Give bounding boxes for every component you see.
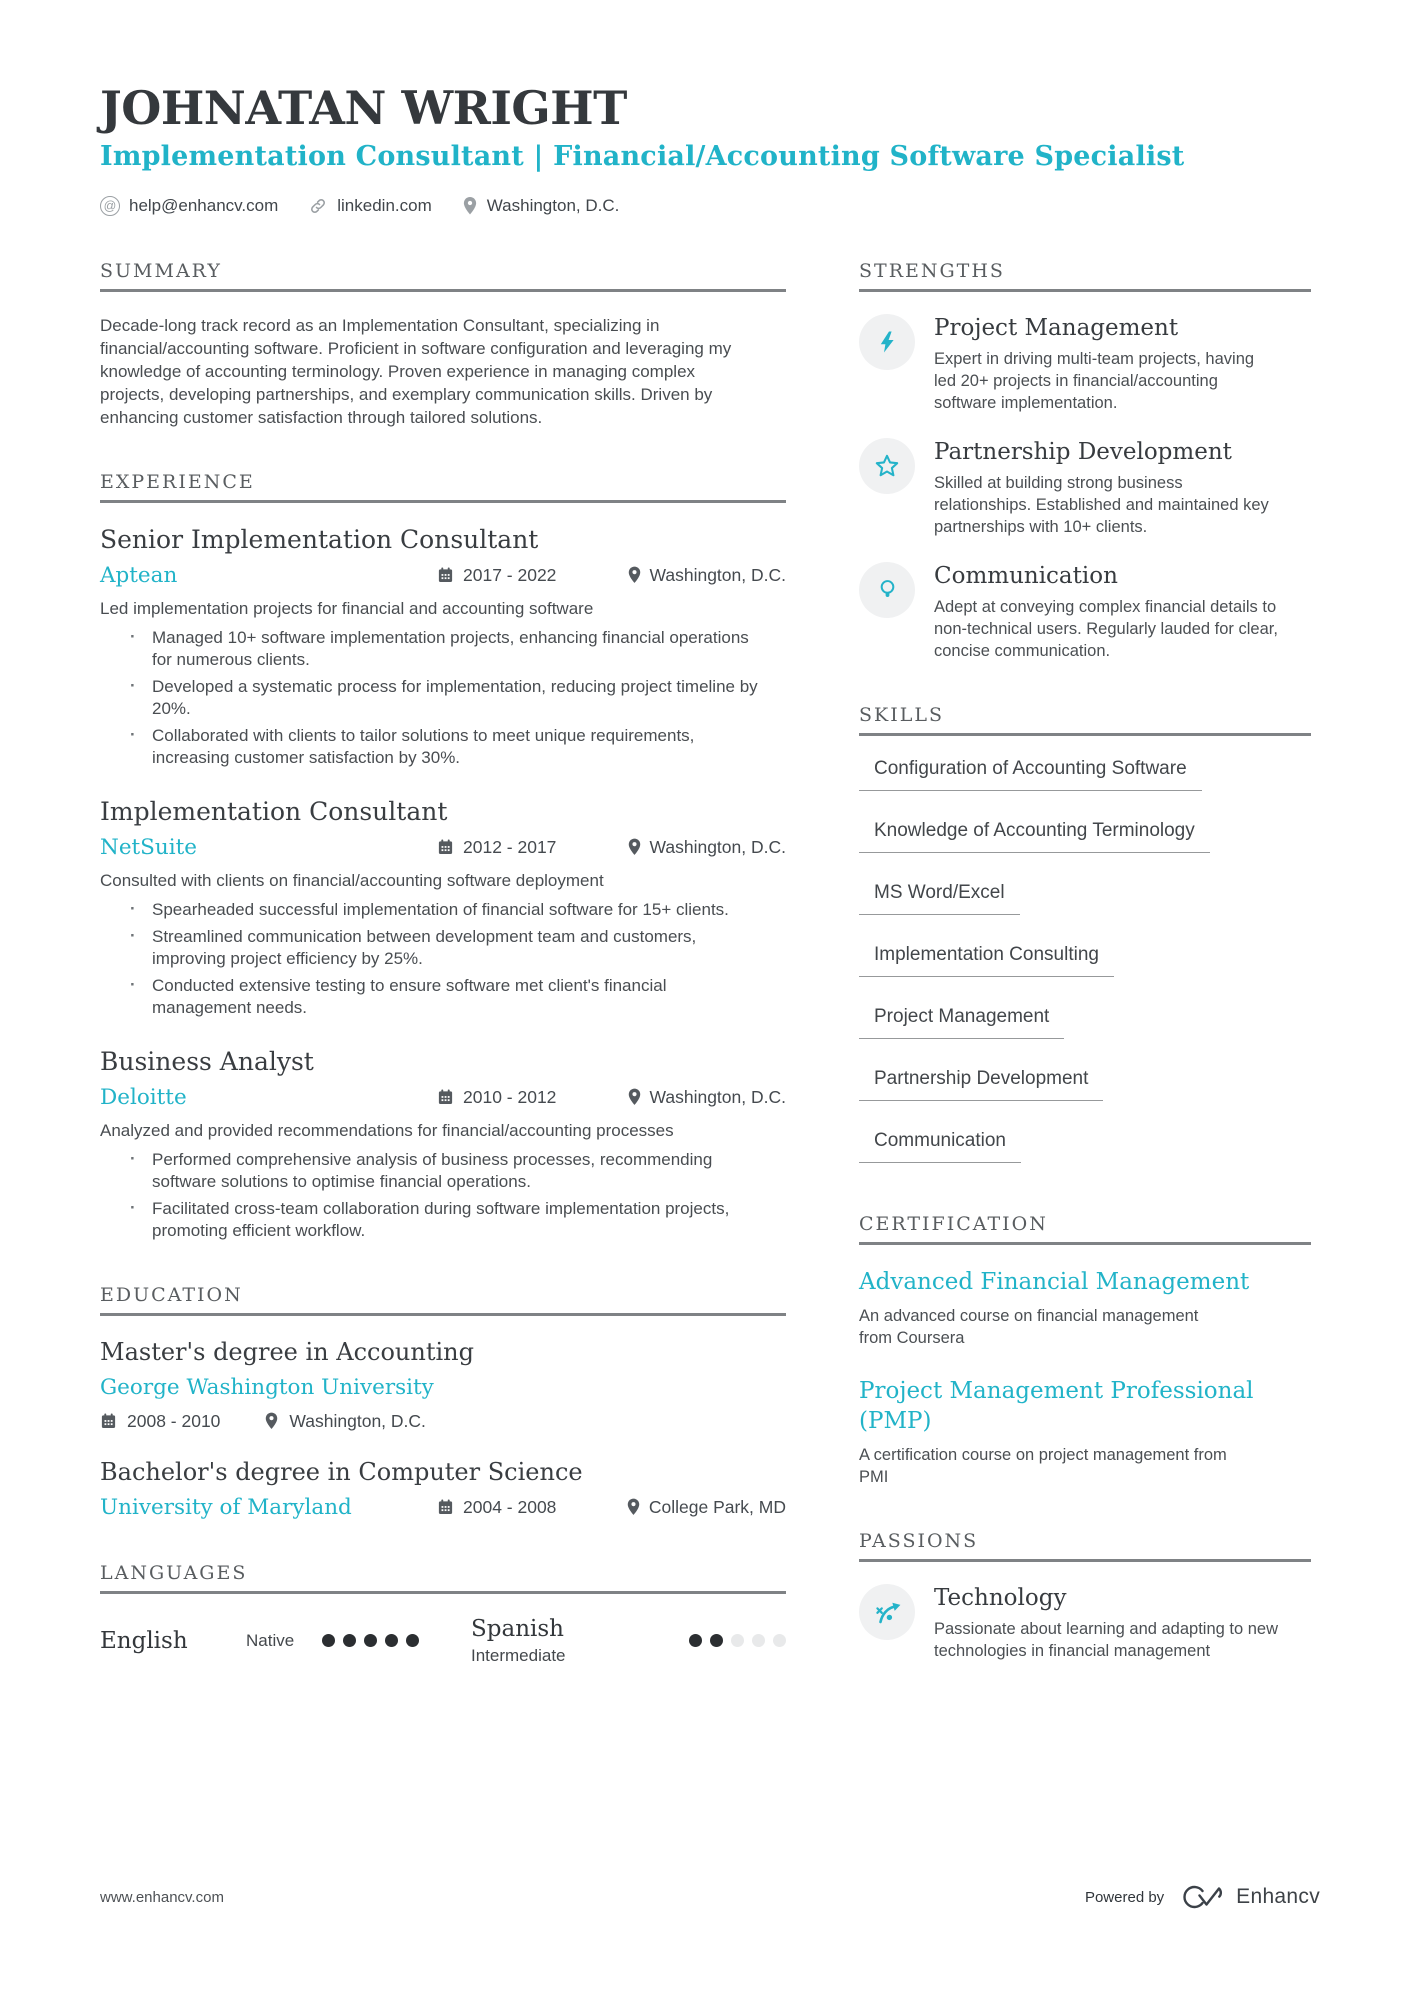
location-icon xyxy=(627,1088,642,1106)
degree-title: Bachelor's degree in Computer Science xyxy=(100,1457,583,1486)
job-dates-text: 2012 - 2017 xyxy=(463,836,557,857)
skill-item: MS Word/Excel xyxy=(859,882,1020,915)
job-entry xyxy=(100,525,786,769)
footer-website-link[interactable]: www.enhancv.com xyxy=(100,1888,224,1906)
job-title: Senior Implementation Consultant xyxy=(100,524,539,554)
passion-description: Passionate about learning and adapting to new technologies in financial management xyxy=(934,1619,1279,1660)
job-title: Business Analyst xyxy=(100,1046,314,1076)
job-bullets xyxy=(100,1149,786,1242)
language-level: Native xyxy=(246,1630,295,1650)
strength-title: Communication xyxy=(934,562,1118,589)
strength-description: Adept at conveying complex financial details to non-technical users. Regularly lauded for clear, concise communication. xyxy=(934,597,1278,660)
right-column xyxy=(859,260,1311,1666)
degree-title: Master's degree in Accounting xyxy=(100,1337,474,1366)
education-section xyxy=(100,1284,786,1520)
strengths-section xyxy=(859,260,1311,662)
calendar-icon xyxy=(437,566,454,584)
job-bullets xyxy=(100,627,786,769)
star-icon xyxy=(874,453,900,479)
language-level: Intermediate xyxy=(471,1645,566,1665)
certification-item xyxy=(859,1376,1311,1488)
job-location xyxy=(627,565,787,586)
job-dates xyxy=(437,1087,605,1108)
summary-heading: SUMMARY xyxy=(100,260,786,292)
job-dates xyxy=(437,565,605,586)
contact-email[interactable] xyxy=(100,196,278,216)
job-location xyxy=(627,1087,787,1108)
skill-item: Partnership Development xyxy=(859,1068,1103,1101)
language-item xyxy=(471,1616,786,1666)
job-bullets xyxy=(100,899,786,1019)
job-company[interactable]: Aptean xyxy=(100,562,178,588)
bullet-item: · Spearheaded successful implementation of financial software for 15+ clients. xyxy=(100,899,786,921)
lightning-icon xyxy=(875,330,899,354)
passion-icon-circle xyxy=(859,1584,915,1640)
experience-heading: EXPERIENCE xyxy=(100,471,786,503)
language-proficiency-dots xyxy=(322,1634,419,1647)
certification-description: An advanced course on financial management from Coursera xyxy=(859,1306,1199,1347)
calendar-icon xyxy=(100,1412,117,1430)
strengths-heading: STRENGTHS xyxy=(859,260,1311,292)
strategy-icon xyxy=(873,1598,901,1626)
bullet-item: · Facilitated cross-team collaboration during software implementation projects, promoting efficient workflow. xyxy=(100,1198,786,1242)
certification-title[interactable]: Advanced Financial Management xyxy=(859,1268,1250,1295)
left-column xyxy=(100,260,786,1666)
skill-item: Communication xyxy=(859,1130,1021,1163)
email-icon: @ xyxy=(100,196,120,216)
degree-dates-text: 2004 - 2008 xyxy=(463,1496,557,1517)
bullet-item: · Performed comprehensive analysis of business processes, recommending software solutions to optimise financial operations. xyxy=(100,1149,786,1193)
calendar-icon xyxy=(437,1088,454,1106)
contact-linkedin-text: linkedin.com xyxy=(337,195,432,215)
strength-item xyxy=(859,562,1311,662)
powered-by[interactable] xyxy=(1085,1882,1320,1912)
job-location-text: Washington, D.C. xyxy=(649,1086,786,1107)
strength-item xyxy=(859,438,1311,538)
contact-location-text: Washington, D.C. xyxy=(486,195,620,215)
certification-heading: CERTIFICATION xyxy=(859,1213,1311,1245)
job-entry xyxy=(100,797,786,1019)
skill-item: Project Management xyxy=(859,1006,1064,1039)
job-entry xyxy=(100,1047,786,1242)
contact-location xyxy=(462,196,620,216)
degree-dates: 2008 - 2010 xyxy=(127,1410,221,1431)
job-dates-text: 2010 - 2012 xyxy=(463,1086,557,1107)
location-icon xyxy=(627,566,642,584)
calendar-icon xyxy=(437,838,454,856)
person-name: JOHNATAN WRIGHT xyxy=(100,81,627,135)
location-icon xyxy=(627,838,642,856)
strength-item xyxy=(859,314,1311,414)
lightbulb-icon xyxy=(875,577,900,602)
certification-item xyxy=(859,1267,1311,1349)
location-icon xyxy=(626,1498,641,1516)
location-icon xyxy=(264,1412,279,1430)
passion-title: Technology xyxy=(934,1584,1067,1611)
skill-item: Implementation Consulting xyxy=(859,944,1114,977)
location-icon xyxy=(462,196,478,216)
degree-location xyxy=(626,1497,786,1518)
language-proficiency-dots xyxy=(689,1634,786,1647)
certification-section xyxy=(859,1213,1311,1488)
powered-by-label: Powered by xyxy=(1084,1888,1165,1906)
job-company[interactable]: Deloitte xyxy=(100,1084,187,1110)
bullet-item: · Developed a systematic process for implementation, reducing project timeline by 20%. xyxy=(100,676,786,720)
job-description: Led implementation projects for financial and accounting software xyxy=(100,598,594,618)
person-headline: Implementation Consultant | Financial/Accounting Software Specialist xyxy=(100,140,1185,172)
bullet-item: · Streamlined communication between development team and customers, improving project efficiency by 25%. xyxy=(100,926,786,970)
bullet-item: · Collaborated with clients to tailor solutions to meet unique requirements, increasing customer satisfaction by 30%. xyxy=(100,725,786,769)
languages-section xyxy=(100,1562,786,1666)
skill-item: Configuration of Accounting Software xyxy=(859,758,1202,791)
contact-row xyxy=(100,196,1311,216)
job-description: Consulted with clients on financial/accounting software deployment xyxy=(100,870,604,890)
education-heading: EDUCATION xyxy=(100,1284,786,1316)
skills-section xyxy=(859,704,1311,1163)
job-title: Implementation Consultant xyxy=(100,796,448,826)
job-dates-text: 2017 - 2022 xyxy=(463,564,557,585)
degree-entry xyxy=(100,1338,786,1432)
job-dates xyxy=(437,837,605,858)
contact-email-text: help@enhancv.com xyxy=(129,195,279,215)
calendar-icon xyxy=(437,1498,454,1516)
experience-section xyxy=(100,471,786,1242)
job-location-text: Washington, D.C. xyxy=(649,836,786,857)
passions-section xyxy=(859,1530,1311,1662)
job-description: Analyzed and provided recommendations for financial/accounting processes xyxy=(100,1120,674,1140)
degree-location-text: College Park, MD xyxy=(648,1496,786,1517)
summary-text: Decade-long track record as an Implementation Consultant, specializing in financial/accounting software. Proficient in software configuration and leveraging my knowledge of accounting terminology. Proven experience in managing complex projects, developing partnerships, and exemplary communication skills. Driven by enhancing customer satisfaction through tailored solutions. xyxy=(100,315,732,427)
strength-title: Partnership Development xyxy=(934,438,1232,465)
strength-description: Skilled at building strong business relationships. Established and maintained key partnerships with 10+ clients. xyxy=(934,473,1269,536)
language-name: English xyxy=(100,1627,188,1654)
certification-title[interactable]: Project Management Professional (PMP) xyxy=(859,1377,1254,1434)
degree-location: Washington, D.C. xyxy=(289,1410,426,1431)
contact-linkedin[interactable] xyxy=(308,196,432,216)
language-item xyxy=(100,1628,419,1654)
degree-school[interactable]: University of Maryland xyxy=(100,1494,352,1520)
summary-section xyxy=(100,260,786,429)
passion-item xyxy=(859,1584,1311,1662)
job-location xyxy=(627,837,787,858)
languages-heading: LANGUAGES xyxy=(100,1562,786,1594)
strength-icon-circle xyxy=(859,562,915,618)
degree-school[interactable]: George Washington University xyxy=(100,1374,434,1400)
enhancv-brand-text: Enhancv xyxy=(1236,1885,1320,1908)
language-name: Spanish xyxy=(471,1615,564,1642)
link-icon xyxy=(308,196,328,216)
bullet-item: · Managed 10+ software implementation projects, enhancing financial operations for numerous clients. xyxy=(100,627,786,671)
degree-entry xyxy=(100,1458,786,1520)
strength-title: Project Management xyxy=(934,314,1179,341)
skills-heading: SKILLS xyxy=(859,704,1311,736)
header xyxy=(100,81,1311,216)
footer xyxy=(100,1882,1320,1912)
skill-item: Knowledge of Accounting Terminology xyxy=(859,820,1210,853)
strength-description: Expert in driving multi-team projects, having led 20+ projects in financial/accounting software implementation. xyxy=(934,349,1255,412)
degree-meta xyxy=(100,1411,786,1432)
passions-heading: PASSIONS xyxy=(859,1530,1311,1562)
strength-icon-circle xyxy=(859,438,915,494)
enhancv-logo-icon xyxy=(1175,1882,1225,1912)
certification-description: A certification course on project management from PMI xyxy=(859,1445,1227,1486)
bullet-item: · Conducted extensive testing to ensure software met client's financial management needs. xyxy=(100,975,786,1019)
job-location-text: Washington, D.C. xyxy=(649,564,786,585)
job-company[interactable]: NetSuite xyxy=(100,834,197,860)
strength-icon-circle xyxy=(859,314,915,370)
degree-dates xyxy=(437,1497,605,1518)
